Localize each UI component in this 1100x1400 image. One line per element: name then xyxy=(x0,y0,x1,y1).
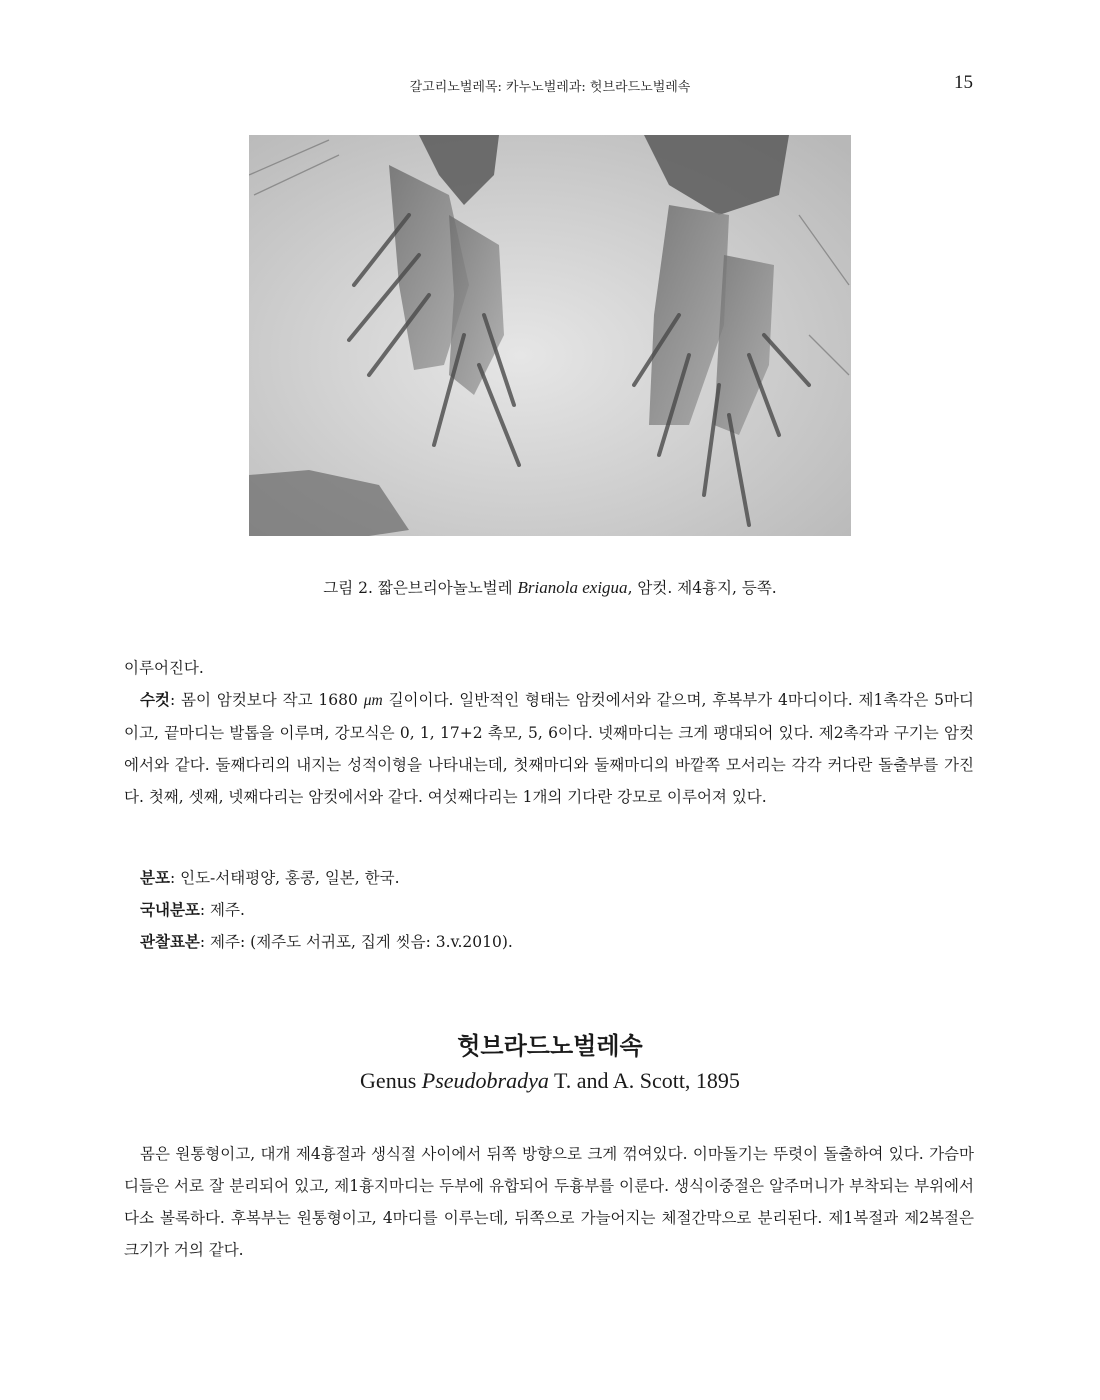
record-value: : 제주. xyxy=(199,901,245,919)
specimens-record xyxy=(140,926,513,958)
micrograph-figure xyxy=(249,135,851,536)
genus-description: 몸은 원통형이고, 대개 제4흉절과 생식절 사이에서 뒤쪽 방향으로 크게 꺾여있다. 이마돌기는 뚜렷이 돌출하여 있다. 가슴마디들은 서로 잘 분리되어 있고, 제1흉지마디는 두부에 유합되어 두흉부를 이룬다. 생식이중절은 알주머니가 부착되는 부위에서 다소 볼록하다. 후복부는 원통형이고, 4마디를 이루는데, 뒤쪽으로 가늘어지는 체절간막으로 분리된다. 제1복절과 제2복절은 크기가 거의 같다. xyxy=(124,1145,974,1259)
record-value: : 제주: (제주도 서귀포, 집게 씻음: 3.v.2010). xyxy=(199,933,513,951)
male-body-1: : 몸이 암컷보다 작고 1680 xyxy=(169,691,364,709)
running-title: 갈고리노벌레목: 카누노벌레과: 헛브라드노벌레속 xyxy=(409,80,691,95)
male-body-2: 길이이다. 일반적인 형태는 암컷에서와 같으며, 후복부가 4마디이다. 제1촉각은 5마디이고, 끝마디는 발톱을 이루며, 강모식은 0, 1, 17+2 촉모, 5, 6이다. 넷째마디는 크게 팽대되어 있다. 제2촉각과 구기는 암컷에서와 같다. 둘째다리의 내지는 성적이형을 나타내는데, 첫째마디와 둘째마디의 바깥쪽 모서리는 각각 커다란 돌출부를 가진다. 첫째, 셋째, 넷째다리는 암컷에서와 같다. 여섯째다리는 1개의 기다란 강모로 이루어져 있다. xyxy=(124,691,974,806)
page-number: 15 xyxy=(954,72,973,93)
record-label: 국내분포 xyxy=(140,900,200,919)
genus-name: Pseudobradya xyxy=(421,1068,549,1093)
genus-latin-heading xyxy=(0,1068,1100,1094)
distribution-record xyxy=(140,862,513,894)
caption-species: Brianola exigua xyxy=(517,578,628,597)
records-block xyxy=(140,862,513,958)
male-description xyxy=(124,684,974,813)
caption-suffix: , 암컷. 제4흉지, 등쪽. xyxy=(627,579,777,597)
genus-authority: T. and A. Scott, 1895 xyxy=(548,1068,740,1093)
domestic-distribution-record xyxy=(140,894,513,926)
record-label: 분포 xyxy=(140,868,170,887)
figure-caption xyxy=(0,576,1100,598)
genus-prefix: Genus xyxy=(360,1068,422,1093)
caption-prefix: 그림 2. 짧은브리아놀노벌레 xyxy=(323,579,518,597)
continuation-text: 이루어진다. xyxy=(124,659,204,677)
male-label: 수컷 xyxy=(140,690,170,709)
record-value: : 인도-서태평양, 홍콩, 일본, 한국. xyxy=(169,869,400,887)
record-label: 관찰표본 xyxy=(140,932,200,951)
micrometer-unit: μm xyxy=(363,692,383,709)
genus-korean-heading: 헛브라드노벌레속 xyxy=(457,1031,643,1060)
